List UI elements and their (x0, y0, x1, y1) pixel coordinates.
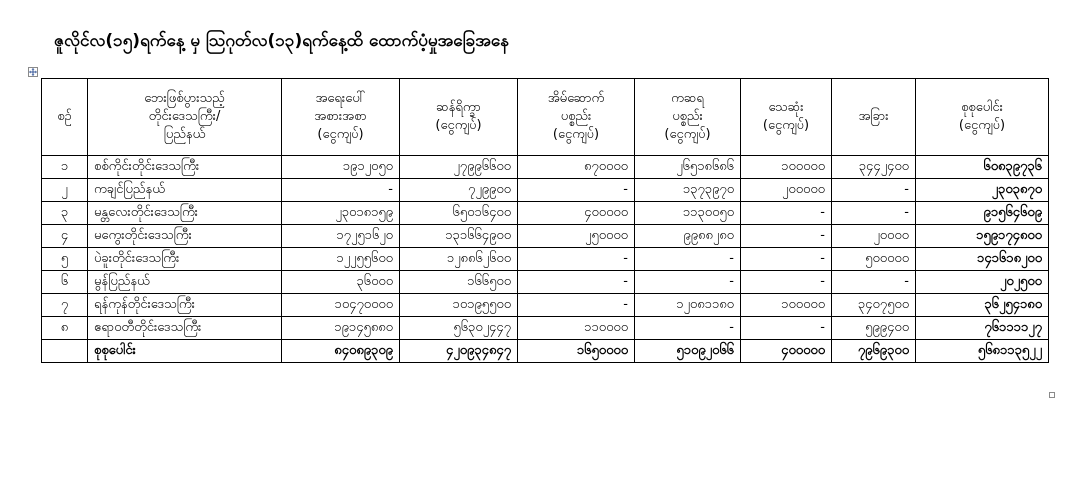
cell-emergency-food: ၂၃၀၁၈၁၅၉ (282, 202, 400, 225)
col-header-deaths: သေဆုံး (ငွေကျပ်) (741, 79, 832, 156)
cell-no: ၁ (42, 156, 88, 179)
cell-total: ၁၅၉၁၇၄၈၀၀ (916, 225, 1049, 248)
cell-deaths: ၁၀၀၀၀၀ (741, 156, 832, 179)
cell-deaths: - (741, 317, 832, 340)
cell-region: ရန်ကုန်တိုင်းဒေသကြီး (88, 294, 282, 317)
cell-emergency-food: ၁၂၂၅၅၆၀၀ (282, 248, 400, 271)
cell-kasara-materials: ၅၁၀၉၂၀၆၆ (635, 340, 741, 363)
cell-total: ၃၆၂၅၄၁၈၀ (916, 294, 1049, 317)
cell-no: ၄ (42, 225, 88, 248)
table-row (42, 248, 1049, 271)
cell-emergency-food: ၁၀၄၇၀၀၀၀ (282, 294, 400, 317)
cell-total: ၂၃၀၃၈၇၀ (916, 179, 1049, 202)
cell-housing-materials: - (518, 179, 635, 202)
col-header-no: စဉ် (42, 79, 88, 156)
cell-kasara-materials: ၂၆၅၁၈၆၈၆ (635, 156, 741, 179)
table-row (42, 317, 1049, 340)
cell-other: - (832, 271, 916, 294)
cell-deaths: - (741, 202, 832, 225)
cell-emergency-food: ၁၇၂၅၁၆၂၀ (282, 225, 400, 248)
col-header-region: ဘေးဖြစ်ပွားသည့် တိုင်းဒေသကြီး/ ပြည်နယ် (88, 79, 282, 156)
cell-kasara-materials: - (635, 248, 741, 271)
cell-other: ၃၄၄၂၄၀၀ (832, 156, 916, 179)
cell-no: ၃ (42, 202, 88, 225)
cell-housing-materials: - (518, 248, 635, 271)
table-total-row (42, 340, 1049, 363)
cell-region: စစ်ကိုင်းတိုင်းဒေသကြီး (88, 156, 282, 179)
cell-other: ၅၉၉၄၀၀ (832, 317, 916, 340)
cell-other: - (832, 179, 916, 202)
cell-kasara-materials: ၁၃၇၃၉၇၀ (635, 179, 741, 202)
table-row (42, 294, 1049, 317)
cell-other: ၅၀၀၀၀၀ (832, 248, 916, 271)
cell-emergency-food: ၁၉၁၂၀၅၀ (282, 156, 400, 179)
col-header-other: အခြား (832, 79, 916, 156)
cell-total: ၁၄၁၆၁၈၂၀၀ (916, 248, 1049, 271)
cell-emergency-food: ၃၆၀၀၀ (282, 271, 400, 294)
table-resize-handle[interactable] (1049, 392, 1055, 398)
col-header-rice: ဆန်ရိက္ခာ (ငွေကျပ်) (400, 79, 518, 156)
table-row (42, 202, 1049, 225)
cell-region: ပဲခူးတိုင်းဒေသကြီး (88, 248, 282, 271)
cell-region: စုစုပေါင်း (88, 340, 282, 363)
cell-housing-materials: - (518, 294, 635, 317)
cell-region: မွန်ပြည်နယ် (88, 271, 282, 294)
cell-rice: ၁၃၁၆၆၄၉၀၀ (400, 225, 518, 248)
cell-rice: ၁၂၈၈၆၂၆၀၀ (400, 248, 518, 271)
table-row (42, 156, 1049, 179)
cell-total: ၆၀၈၃၉၇၃၆ (916, 156, 1049, 179)
cell-other: ၃၄၀၇၅၀၀ (832, 294, 916, 317)
document-title: ဇူလိုင်လ(၁၅)ရက်နေ့ မှ ဩဂုတ်လ(၁၃)ရက်နေ့ထိ ထောက်ပံ့မှုအခြေအနေ (54, 31, 509, 51)
col-header-kasara-materials: ကဆရ ပစ္စည်း (ငွေကျပ်) (635, 79, 741, 156)
cell-region: မန္တလေးတိုင်းဒေသကြီး (88, 202, 282, 225)
cell-no (42, 340, 88, 363)
table-row (42, 225, 1049, 248)
cell-rice: ၁၀၁၉၅၅၀၀ (400, 294, 518, 317)
cell-no: ၈ (42, 317, 88, 340)
col-header-emergency-food: အရေးပေါ် အစားအစာ (ငွေကျပ်) (282, 79, 400, 156)
cell-kasara-materials: - (635, 317, 741, 340)
cell-emergency-food: ၈၄၀၈၉၃၀၉ (282, 340, 400, 363)
cell-deaths: ၁၀၀၀၀၀ (741, 294, 832, 317)
cell-region: ဧရာဝတီတိုင်းဒေသကြီး (88, 317, 282, 340)
cell-other: ၂၀၀၀၀ (832, 225, 916, 248)
cell-no: ၂ (42, 179, 88, 202)
cell-deaths: - (741, 248, 832, 271)
cell-housing-materials: ၁၆၅၀၀၀၀ (518, 340, 635, 363)
cell-deaths: - (741, 225, 832, 248)
cell-no: ၆ (42, 271, 88, 294)
cell-housing-materials: ၄၀၀၀၀၀ (518, 202, 635, 225)
cell-kasara-materials: ၉၉၈၈၂၈၀ (635, 225, 741, 248)
table-move-handle-icon[interactable] (28, 67, 38, 77)
cell-kasara-materials: ၁၂၀၈၁၁၈၀ (635, 294, 741, 317)
cell-rice: ၇၂၉၉၀၀ (400, 179, 518, 202)
table-header-row (42, 79, 1049, 156)
col-header-total: စုစုပေါင်း (ငွေကျပ်) (916, 79, 1049, 156)
cell-no: ၅ (42, 248, 88, 271)
cell-housing-materials: - (518, 271, 635, 294)
cell-other: - (832, 202, 916, 225)
cell-deaths: ၂၀၀၀၀၀ (741, 179, 832, 202)
table-row (42, 179, 1049, 202)
cell-other: ၇၉၆၉၃၀၀ (832, 340, 916, 363)
cell-rice: ၆၅၀၁၆၄၀၀ (400, 202, 518, 225)
cell-no: ၇ (42, 294, 88, 317)
cell-rice: ၄၂၀၉၃၄၈၄၇ (400, 340, 518, 363)
cell-region: ကချင်ပြည်နယ် (88, 179, 282, 202)
cell-deaths: ၄၀၀၀၀၀ (741, 340, 832, 363)
cell-total: ၅၆၈၁၁၃၅၂၂ (916, 340, 1049, 363)
cell-kasara-materials: ၁၁၃၀၀၅၀ (635, 202, 741, 225)
cell-housing-materials: ၁၁၀၀၀၀ (518, 317, 635, 340)
cell-rice: ၂၇၉၉၆၆၀၀ (400, 156, 518, 179)
cell-rice: ၅၆၃၀၂၄၄၇ (400, 317, 518, 340)
cell-total: ၉၁၅၆၄၆၀၉ (916, 202, 1049, 225)
cell-kasara-materials: - (635, 271, 741, 294)
cell-housing-materials: ၂၅၀၀၀၀ (518, 225, 635, 248)
cell-total: ၇၆၁၁၁၁၂၇ (916, 317, 1049, 340)
cell-emergency-food: - (282, 179, 400, 202)
cell-region: မကွေးတိုင်းဒေသကြီး (88, 225, 282, 248)
cell-deaths: - (741, 271, 832, 294)
cell-rice: ၁၆၆၅၀၀ (400, 271, 518, 294)
table-row (42, 271, 1049, 294)
cell-emergency-food: ၁၉၁၄၅၈၈၀ (282, 317, 400, 340)
cell-total: ၂၀၂၅၀၀ (916, 271, 1049, 294)
cell-housing-materials: ၈၇၀၀၀၀ (518, 156, 635, 179)
col-header-housing-materials: အိမ်ဆောက် ပစ္စည်း (ငွေကျပ်) (518, 79, 635, 156)
assistance-table (41, 78, 1049, 363)
